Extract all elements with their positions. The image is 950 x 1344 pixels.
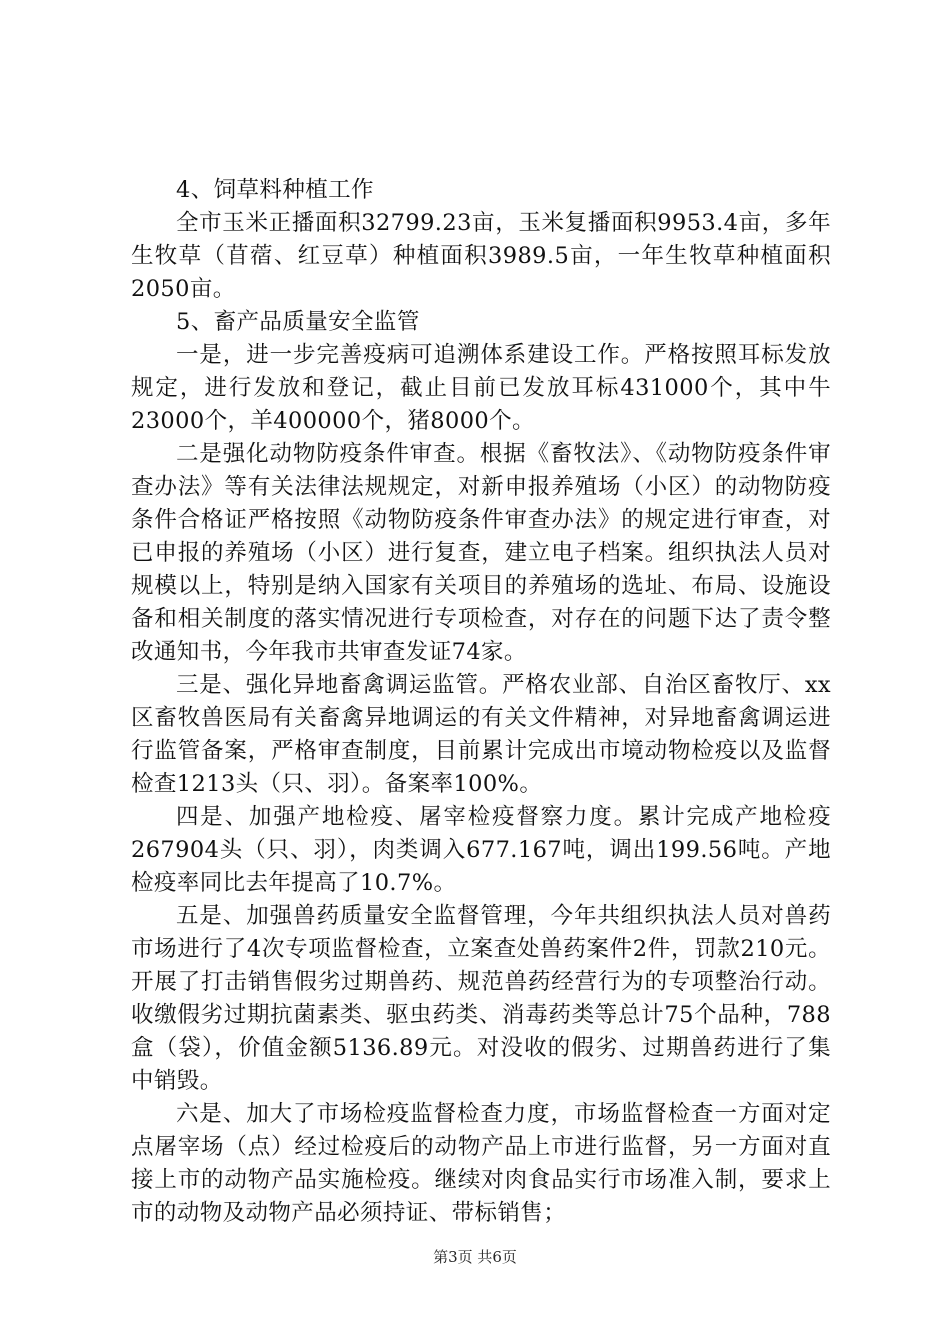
paragraph-quarantine: 四是、加强产地检疫、屠宰检疫督察力度。累计完成产地检疫267904头（只、羽），肉类调入677.167吨，调出199.56吨。产地检疫率同比去年提高了10.7%。 xyxy=(131,804,831,896)
paragraph-traceability: 一是，进一步完善疫病可追溯体系建设工作。严格按照耳标发放规定，进行发放和登记，截止目前已发放耳标431000个，其中牛23000个，羊400000个，猪8000个。 xyxy=(131,342,831,434)
paragraph-veterinary-drugs: 五是、加强兽药质量安全监督管理，今年共组织执法人员对兽药市场进行了4次专项监督检查，立案查处兽药案件2件，罚款210元。开展了打击销售假劣过期兽药、规范兽药经营行为的专项整治行动。收缴假劣过期抗菌素类、驱虫药类、消毒药类等总计75个品种，788盒（袋），价值金额5136.89元。对没收的假劣、过期兽药进行了集中销毁。 xyxy=(131,903,831,1094)
paragraph-transport-supervision: 三是、强化异地畜禽调运监管。严格农业部、自治区畜牧厅、xx区畜牧兽医局有关畜禽异地调运的有关文件精神，对异地畜禽调运进行监管备案，严格审查制度，目前累计完成出市境动物检疫以及监督检查1213头（只、羽）。备案率100%。 xyxy=(131,672,831,797)
document-body xyxy=(131,174,831,1230)
page-number-footer: 第3页 共6页 xyxy=(433,1248,517,1266)
paragraph-feed-crop-areas: 全市玉米正播面积32799.23亩，玉米复播面积9953.4亩，多年生牧草（苜蓿、红豆草）种植面积3989.5亩，一年生牧草种植面积2050亩。 xyxy=(131,210,831,302)
paragraph-market-inspection: 六是、加大了市场检疫监督检查力度，市场监督检查一方面对定点屠宰场（点）经过检疫后的动物产品上市进行监督，另一方面对直接上市的动物产品实施检疫。继续对肉食品实行市场准入制，要求上市的动物及动物产品必须持证、带标销售； xyxy=(131,1101,831,1226)
section-heading-feed-crops: 4、饲草料种植工作 xyxy=(176,177,374,203)
paragraph-epidemic-review: 二是强化动物防疫条件审查。根据《畜牧法》、《动物防疫条件审查办法》等有关法律法规规定，对新申报养殖场（小区）的动物防疫条件合格证严格按照《动物防疫条件审查办法》的规定进行审查，对已申报的养殖场（小区）进行复查，建立电子档案。组织执法人员对规模以上，特别是纳入国家有关项目的养殖场的选址、布局、设施设备和相关制度的落实情况进行专项检查，对存在的问题下达了责令整改通知书，今年我市共审查发证74家。 xyxy=(131,441,831,665)
section-heading-quality-safety: 5、畜产品质量安全监管 xyxy=(176,309,420,335)
